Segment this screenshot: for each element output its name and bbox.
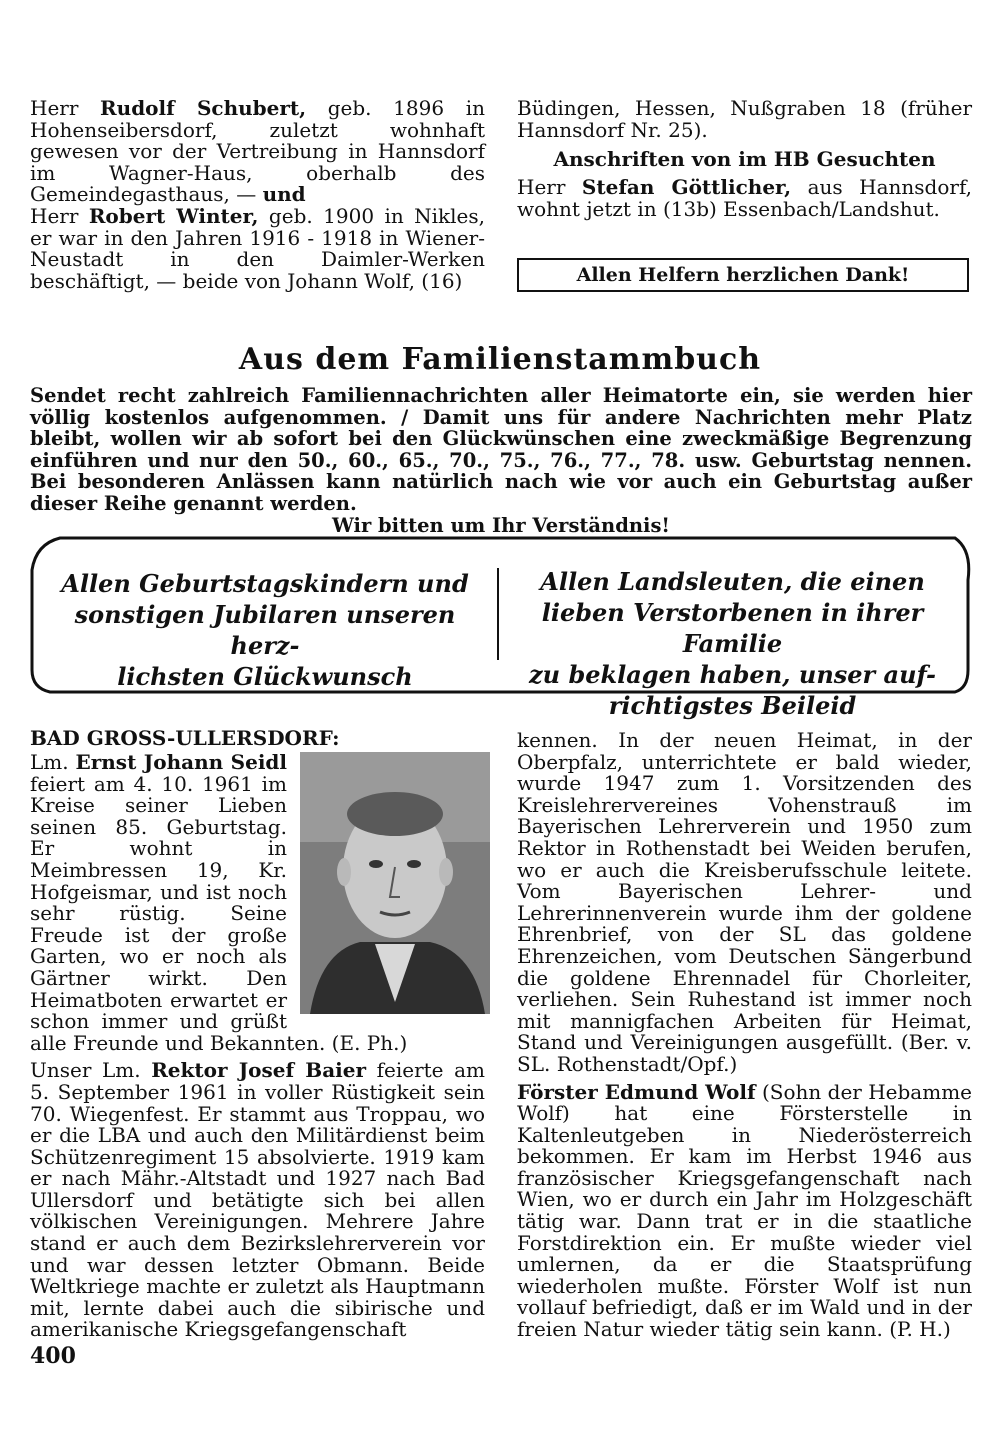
region-heading: BAD GROSS-ULLERSDORF: [30, 726, 340, 750]
section-intro-closing: Wir bitten um Ihr Verständnis! [332, 513, 670, 537]
name-stefan-goettlicher: Stefan Göttlicher, [581, 175, 792, 200]
photo-spacer [295, 752, 485, 1014]
paragraph-schubert: Herr Rudolf Schubert, geb. 1896 in Hohenseibersdorf, zuletzt wohnhaft gewesen vor der Vertreibung in Hannsdorf im Wagner-Haus, oberhalb des Gemeindegasthaus, — und [30, 96, 485, 207]
greetings-frame [0, 520, 1000, 720]
paragraph-goettlicher: Herr Stefan Göttlicher, aus Hannsdorf, wohnt jetzt in (13b) Essenbach/Landshut. [517, 175, 973, 221]
seidl-block [30, 752, 485, 1341]
name-rudolf-schubert: Rudolf Schubert, [100, 96, 307, 120]
greeting-birthday: Allen Geburtstagskindern und sonstigen Jubilaren unseren herz- lichsten Glückwunsch [61, 569, 469, 691]
greeting-condolence: Allen Landsleuten, die einen lieben Verstorbenen in ihrer Familie zu beklagen haben, unser auf- richtigstes Beileid [529, 567, 936, 720]
bottom-right-column [517, 730, 972, 1341]
name-foerster-edmund-wolf: Förster Edmund Wolf [517, 1079, 756, 1104]
paragraph-wolf: Förster Edmund Wolf (Sohn der Hebamme Wolf) hat eine Försterstelle in Kaltenleutgeben in Niederösterreich bekommen. Er kam im Herbst 1946 aus französischer Kriegsgefangenschaft nach Wien, wo er durch ein Jahr im Holzgeschäft tätig war. Dann trat er in die staatliche Forstdirektion ein. Er mußte wieder viel umlernen, da er die Staatsprüfung wiederholen mußte. Förster Wolf ist nun vollauf befriedigt, daß er im Wald und in der freien Natur wieder tätig sein kann. (P. H.) [517, 1079, 972, 1342]
heading-gesuchte: Anschriften von im HB Gesuchten [553, 147, 936, 172]
name-ernst-johann-seidl: Ernst Johann Seidl [75, 750, 287, 774]
paragraph-winter: Herr Robert Winter, geb. 1900 in Nikles, er war in den Jahren 1916 - 1918 in Wiener-Neustadt in den Daimler-Werken beschäftigt, — beide von Johann Wolf, (16) [30, 203, 485, 293]
section-title: Aus dem Familienstammbuch [238, 342, 762, 377]
name-robert-winter: Robert Winter, [88, 203, 259, 228]
paragraph-seidl: Lm. Ernst Johann Seidl feiert am 4. 10. 1961 im Kreise seiner Lieben seinen 85. Geburtstag. Er wohnt in Meimbressen 19, Kr. Hofgeismar, und ist noch sehr rüstig. Seine Freude ist der große Garten, wo er noch als Gärtner wirkt. Den Heimatboten erwartet er schon immer und grüßt alle Freunde und Bekannten. (E. Ph.) [30, 752, 485, 1054]
name-rektor-josef-baier: Rektor Josef Baier [151, 1058, 367, 1083]
page-number: 400 [30, 1343, 76, 1369]
section-intro: Sendet recht zahlreich Familiennachrichten aller Heimatorte ein, sie werden hier völlig kostenlos aufgenommen. / Damit uns für andere Nachrichten mehr Platz bleibt, wollen wir ab sofort bei den Glückwünschen eine zweckmäßige Begrenzung einführen und nur den 50., 60., 65., 70., 75., 76., 77., 78. usw. Geburtstag nennen. Bei besonderen Anlässen kann natürlich nach wie vor auch ein Geburtstag außer dieser Reihe genannt werden. Wir bitten um Ihr Verständnis! [30, 384, 972, 537]
paragraph-baier-continued: kennen. In der neuen Heimat, in der Oberpfalz, unterrichtete er bald wieder, wurde 1947 zum 1. Vorsitzenden des Kreislehrervereines Vohenstrauß im Bayerischen Lehrerverein und 1950 zum Rektor in Rothenstadt bei Weiden berufen, wo er auch die Kreisberufsschule leitete. Vom Bayerischen Lehrer- und Lehrerinnenverein wurde ihm der goldene Ehrenbrief, von der SL das goldene Ehrenzeichen, vom Deutschen Sängerbund die goldene Ehrennadel für Chorleiter, verliehen. Sein Ruhestand ist immer noch mit mannigfachen Arbeiten für Heimat, Stand und Vereinigungen ausgefüllt. (Ber. v. SL. Rothenstadt/Opf.) [517, 728, 972, 1076]
paragraph-baier: Unser Lm. Rektor Josef Baier feierte am 5. September 1961 in voller Rüstigkeit sein 70. Wiegenfest. Er stammt aus Troppau, wo er die LBA und auch den Militärdienst beim Schützenregiment 15 absolvierte. 1919 kam er nach Mähr.-Altstadt und 1927 nach Bad Ullersdorf und betätigte sich bei allen völkischen Vereinigungen. Mehrere Jahre stand er auch dem Bezirkslehrerverein vor und war dessen letzter Obmann. Beide Weltkriege machte er zuletzt als Hauptmann mit, lernte dabei auch die sibirische und amerikanische Kriegsgefangenschaft [30, 1058, 485, 1342]
top-right-column [517, 98, 972, 220]
thanks-box: Allen Helfern herzlichen Dank! [517, 258, 969, 292]
paragraph-buedingen: Büdingen, Hessen, Nußgraben 18 (früher Hannsdorf Nr. 25). [517, 96, 972, 142]
top-left-column [30, 98, 485, 292]
